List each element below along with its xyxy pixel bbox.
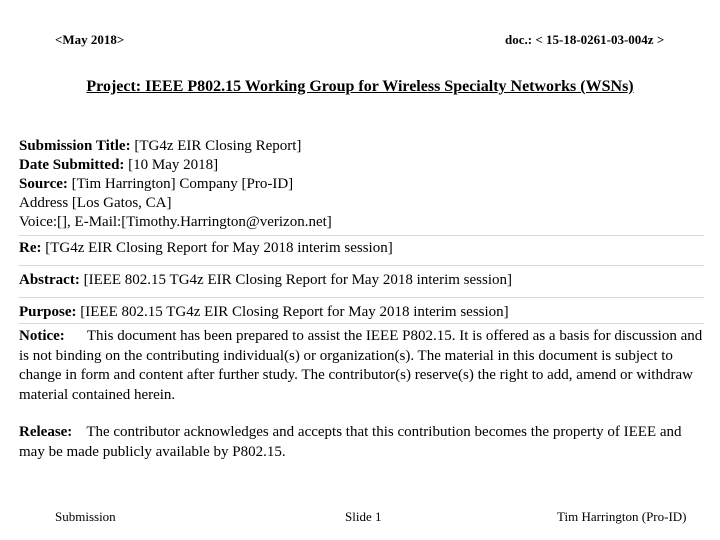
- notice-text: This document has been prepared to assist the IEEE P802.15. It is offered as a basis for discussion and is not binding on the contributing individual(s) or organization(s). The material in this document is subject to change in form and content after further study. The contributor(s) reserve(s) the right to add, amend or withdraw material contained herein.: [19, 328, 703, 403]
- header-date: <May 2018>: [55, 32, 125, 47]
- release-label: Release:: [19, 424, 73, 440]
- submission-title-value: [TG4z EIR Closing Report]: [130, 138, 302, 154]
- purpose-line: [19, 304, 509, 321]
- source-line: [19, 176, 293, 193]
- divider: [18, 297, 704, 298]
- re-value: [TG4z EIR Closing Report for May 2018 interim session]: [41, 240, 393, 256]
- date-submitted-value: [10 May 2018]: [124, 157, 219, 173]
- footer-slide-number: Slide 1: [345, 509, 382, 524]
- abstract-line: [19, 272, 512, 289]
- notice-paragraph: [19, 327, 709, 405]
- divider: [18, 235, 704, 236]
- date-submitted-label: Date Submitted:: [19, 157, 125, 173]
- release-text: The contributor acknowledges and accepts that this contribution becomes the property of IEEE and may be made publicly available by P802.15.: [19, 424, 682, 460]
- submission-title-label: Submission Title:: [19, 138, 131, 154]
- address-line: Address [Los Gatos, CA]: [19, 195, 172, 211]
- purpose-label: Purpose:: [19, 304, 77, 320]
- contact-line: Voice:[], E-Mail:[Timothy.Harrington@verizon.net]: [19, 214, 332, 230]
- release-paragraph: [19, 423, 709, 462]
- abstract-value: [IEEE 802.15 TG4z EIR Closing Report for May 2018 interim session]: [79, 272, 512, 288]
- footer-author: Tim Harrington (Pro-ID): [557, 509, 687, 524]
- re-label: Re:: [19, 240, 42, 256]
- source-value: [Tim Harrington] Company [Pro-ID]: [67, 176, 294, 192]
- purpose-value: [IEEE 802.15 TG4z EIR Closing Report for May 2018 interim session]: [76, 304, 509, 320]
- footer-submission: Submission: [55, 509, 116, 524]
- source-label: Source:: [19, 176, 68, 192]
- notice-label: Notice:: [19, 328, 65, 344]
- abstract-label: Abstract:: [19, 272, 80, 288]
- project-title: Project: IEEE P802.15 Working Group for Wireless Specialty Networks (WSNs): [86, 78, 634, 95]
- submission-title-line: [19, 138, 301, 155]
- divider: [18, 265, 704, 266]
- header-doc-id: doc.: < 15-18-0261-03-004z >: [505, 32, 665, 47]
- date-submitted-line: [19, 157, 218, 174]
- divider: [18, 323, 704, 324]
- re-line: [19, 240, 393, 257]
